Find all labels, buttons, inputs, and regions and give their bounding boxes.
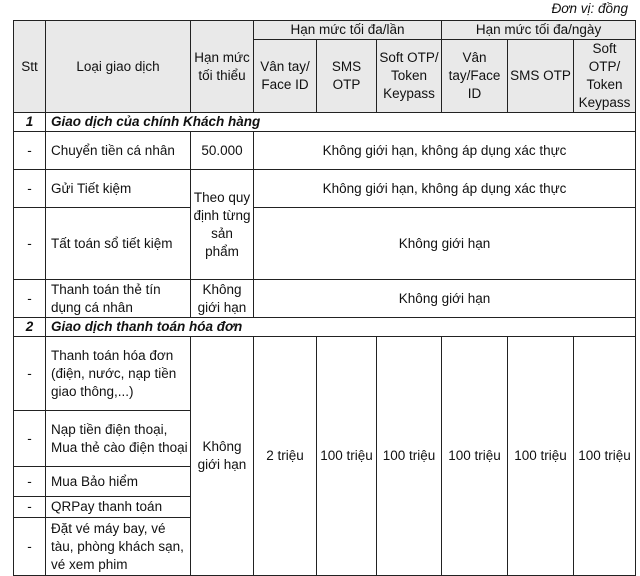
header-transaction-type: Loại giao dịch — [46, 21, 191, 113]
row-limit: Không giới hạn — [254, 280, 636, 318]
row-stt: - — [14, 518, 46, 576]
row-transaction-name: Thanh toán thẻ tín dụng cá nhân — [46, 280, 191, 318]
header-min-limit: Hạn mức tối thiểu — [191, 21, 254, 113]
table-row — [14, 132, 636, 170]
row-soft-per-day: 100 triệu — [574, 337, 636, 576]
table-row — [14, 208, 636, 280]
row-stt: - — [14, 467, 46, 497]
row-transaction-name: Tất toán sổ tiết kiệm — [46, 208, 191, 280]
row-stt: - — [14, 497, 46, 518]
header-soft-per-txn: Soft OTP/ Token Keypass — [377, 40, 442, 113]
row-limit: Không giới hạn — [254, 208, 636, 280]
row-limit: Không giới hạn, không áp dụng xác thực — [254, 132, 636, 170]
row-transaction-name: Gửi Tiết kiệm — [46, 170, 191, 208]
header-sms-per-txn: SMS OTP — [317, 40, 377, 113]
row-bio-per-day: 100 triệu — [442, 337, 508, 576]
row-transaction-name: Mua Bảo hiểm — [46, 467, 191, 497]
header-bio-per-day: Vân tay/Face ID — [442, 40, 508, 113]
table-row — [14, 170, 636, 208]
row-min-limit: Không giới hạn — [191, 337, 254, 576]
row-min-limit: 50.000 — [191, 132, 254, 170]
row-stt: - — [14, 208, 46, 280]
row-min-limit: Không giới hạn — [191, 280, 254, 318]
row-min-limit-shared: Theo quy định từng sản phẩm — [191, 170, 254, 280]
row-limit: Không giới hạn, không áp dụng xác thực — [254, 170, 636, 208]
header-soft-per-day: Soft OTP/ Token Keypass — [574, 40, 636, 113]
row-bio-per-txn: 2 triệu — [254, 337, 317, 576]
table-row — [14, 280, 636, 318]
row-stt: - — [14, 280, 46, 318]
row-transaction-name: QRPay thanh toán — [46, 497, 191, 518]
row-stt: - — [14, 337, 46, 411]
section-title: Giao dịch của chính Khách hàng — [46, 113, 636, 132]
header-bio-per-txn: Vân tay/ Face ID — [254, 40, 317, 113]
row-transaction-name: Đặt vé máy bay, vé tàu, phòng khách sạn, vé xem phim — [46, 518, 191, 576]
row-stt: - — [14, 411, 46, 467]
unit-note: Đơn vị: đồng — [551, 1, 628, 16]
header-sms-per-day: SMS OTP — [508, 40, 574, 113]
header-max-per-transaction: Hạn mức tối đa/lần — [254, 21, 442, 40]
row-transaction-name: Nạp tiền điện thoại, Mua thẻ cào điện thoại — [46, 411, 191, 467]
row-sms-per-txn: 100 triệu — [317, 337, 377, 576]
row-stt: - — [14, 170, 46, 208]
row-stt: - — [14, 132, 46, 170]
section-row — [14, 113, 636, 132]
table-row — [14, 337, 636, 411]
row-sms-per-day: 100 triệu — [508, 337, 574, 576]
section-title: Giao dịch thanh toán hóa đơn — [46, 318, 636, 337]
row-transaction-name: Thanh toán hóa đơn (điện, nước, nạp tiền giao thông,...) — [46, 337, 191, 411]
section-number: 1 — [14, 113, 46, 132]
header-stt: Stt — [14, 21, 46, 113]
section-number: 2 — [14, 318, 46, 337]
row-soft-per-txn: 100 triệu — [377, 337, 442, 576]
transaction-limits-table — [13, 20, 636, 576]
header-max-per-day: Hạn mức tối đa/ngày — [442, 21, 636, 40]
row-transaction-name: Chuyển tiền cá nhân — [46, 132, 191, 170]
section-row — [14, 318, 636, 337]
